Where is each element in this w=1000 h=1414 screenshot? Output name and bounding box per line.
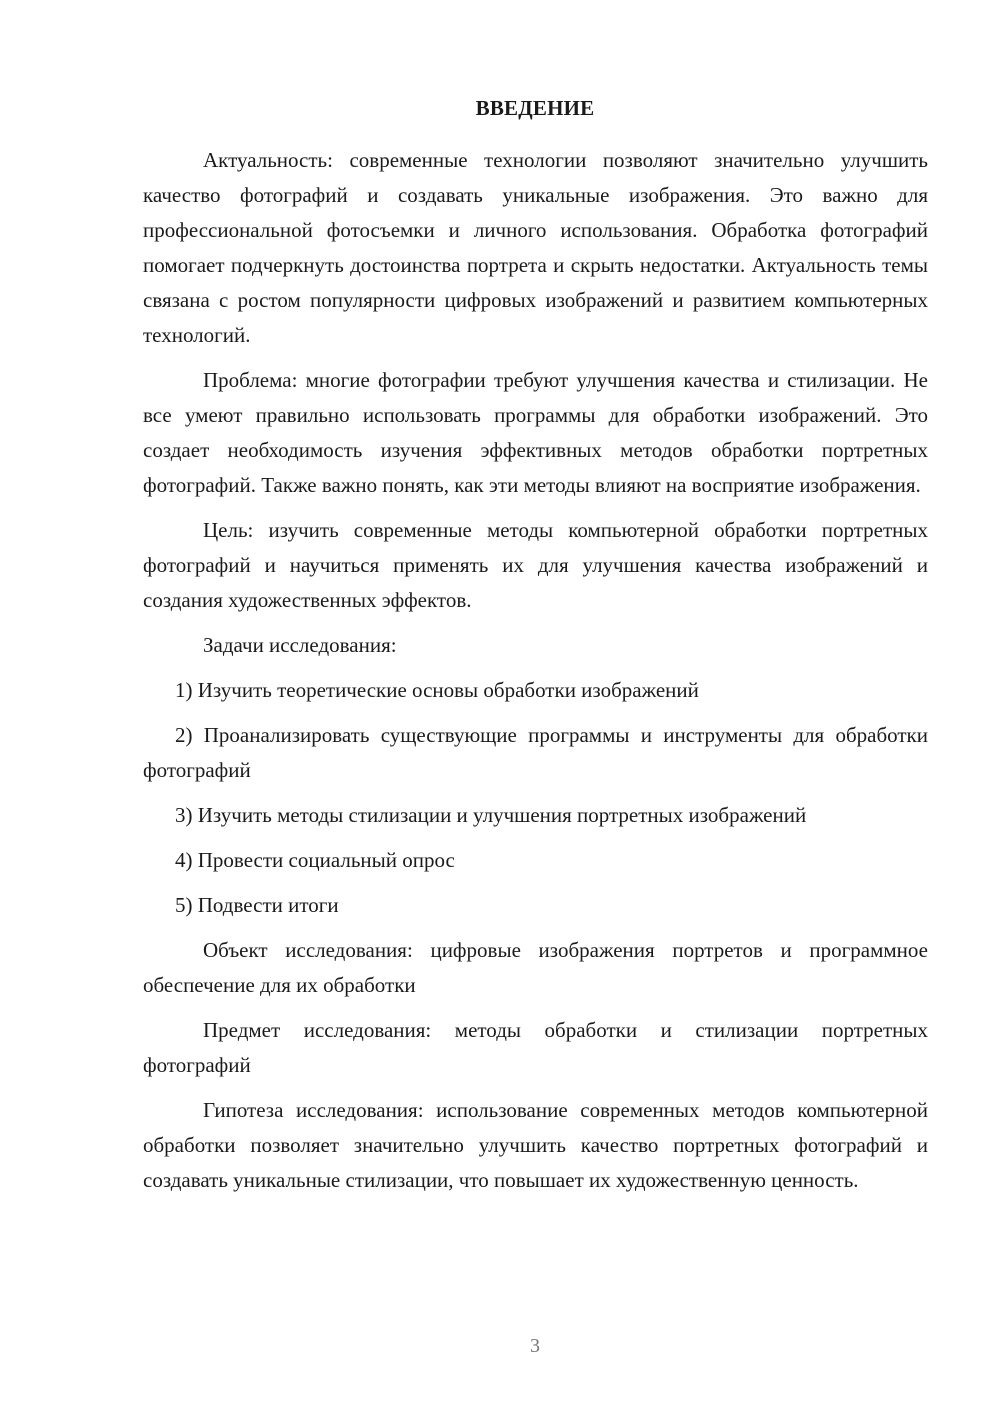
tasks-list [143,673,928,923]
page-body [143,143,928,1198]
list-item: 5) Подвести итоги [175,893,339,917]
paragraph-problem: Проблема: многие фотографии требуют улучшения качества и стилизации. Не все умеют правильно использовать программы для обработки изображений. Это создает необходимость изучения эффективных методов обработки портретных фотографий. Также важно понять, как эти методы влияют на восприятие изображения. [143,368,928,497]
page-title: ВВЕДЕНИЕ [475,96,595,120]
paragraph-tasks-heading: Задачи исследования: [203,633,397,657]
paragraph-relevance: Актуальность: современные технологии позволяют значительно улучшить качество фотографий и создавать уникальные изображения. Это важно для профессиональной фотосъемки и личного использования. Обработка фотографий помогает подчеркнуть достоинства портрета и скрыть недостатки. Актуальность темы связана с ростом популярности цифровых изображений и развитием компьютерных технологий. [143,148,928,347]
list-item: 1) Изучить теоретические основы обработки изображений [175,678,699,702]
paragraph-goal: Цель: изучить современные методы компьютерной обработки портретных фотографий и научиться применять их для улучшения качества изображений и создания художественных эффектов. [143,518,928,612]
paragraph-subject: Предмет исследования: методы обработки и стилизации портретных фотографий [143,1018,928,1077]
page-number: 3 [530,1335,540,1357]
list-item: 3) Изучить методы стилизации и улучшения портретных изображений [175,803,807,827]
paragraph-hypothesis: Гипотеза исследования: использование современных методов компьютерной обработки позволяет значительно улучшить качество портретных фотографий и создавать уникальные стилизации, что повышает их художественную ценность. [143,1098,928,1192]
list-item: 2) Проанализировать существующие программы и инструменты для обработки фотографий [143,723,928,782]
list-item: 4) Провести социальный опрос [175,848,455,872]
paragraph-object: Объект исследования: цифровые изображения портретов и программное обеспечение для их обработки [143,938,928,997]
